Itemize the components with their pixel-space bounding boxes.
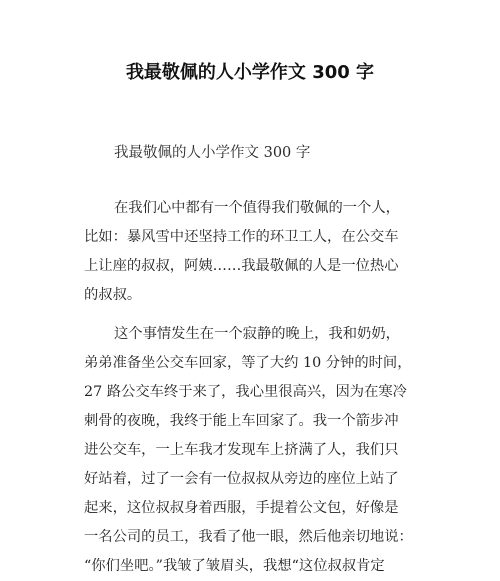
paragraph-line: 好站着，过了一会有一位叔叔从旁边的座位上站了 bbox=[84, 471, 399, 487]
paragraph-line: 在我们心中都有一个值得我们敬佩的一个人， bbox=[114, 200, 400, 216]
paragraph-line: 进公交车，一上车我才发现车上挤满了人，我们只 bbox=[84, 442, 399, 458]
essay-subtitle: 我最敬佩的人小学作文 300 字 bbox=[114, 145, 311, 161]
paragraph-line: 的叔叔。 bbox=[84, 287, 142, 303]
paragraph-line: 一名公司的员工，我看了他一眼，然后他亲切地说： bbox=[84, 529, 413, 545]
paragraph-line: “你们坐吧。”我皱了皱眉头，我想“这位叔叔肯定 bbox=[84, 558, 385, 574]
paragraph-1 bbox=[84, 194, 424, 310]
paragraph-line: 上让座的叔叔，阿姨……我最敬佩的人是一位热心 bbox=[84, 258, 399, 274]
paragraph-line: 弟弟准备坐公交车回家，等了大约 10 分钟的时间， bbox=[84, 355, 412, 371]
paragraph-line: 27 路公交车终于来了，我心里很高兴，因为在寒冷 bbox=[84, 384, 407, 400]
paragraph-line: 这个事情发生在一个寂静的晚上，我和奶奶， bbox=[114, 326, 400, 342]
paragraph-line: 比如：暴风雪中还坚持工作的环卫工人，在公交车 bbox=[84, 229, 399, 245]
document-title: 我最敬佩的人小学作文 300 字 bbox=[125, 62, 375, 83]
paragraph-line: 刺骨的夜晚，我终于能上车回家了。我一个箭步冲 bbox=[84, 413, 399, 429]
paragraph-line: 起来，这位叔叔身着西服，手提着公文包，好像是 bbox=[84, 500, 399, 516]
paragraph-2 bbox=[84, 320, 424, 581]
